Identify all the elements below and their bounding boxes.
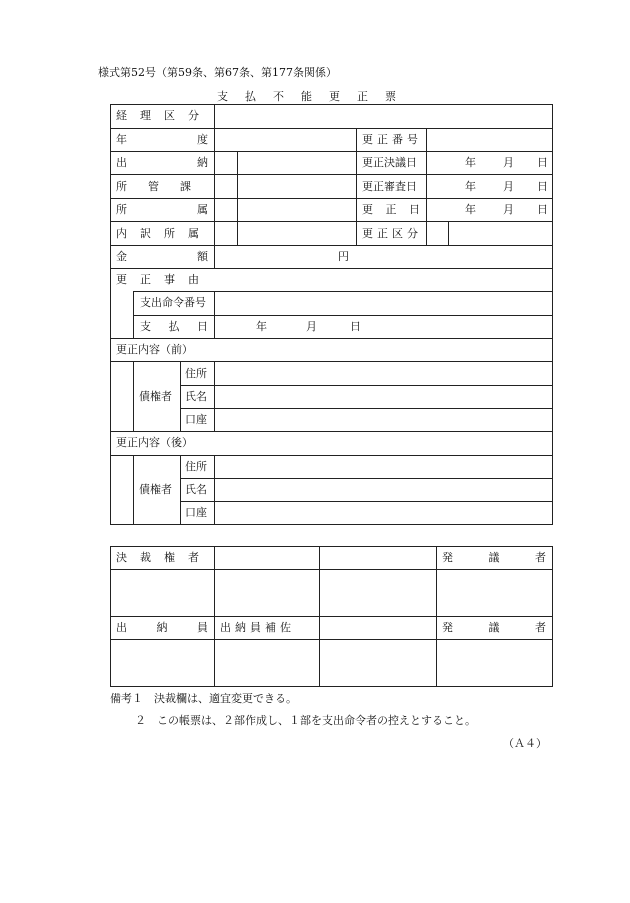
correction-month: 月 [503,203,514,216]
review-year: 年 [465,180,476,193]
label-payment-date: 支 払 日 [140,320,208,333]
amount-unit: 円 [338,250,349,263]
resolution-month: 月 [503,156,514,169]
correction-day: 日 [537,203,548,216]
resolution-day: 日 [537,156,548,169]
label-after: 更正内容（後） [116,436,193,449]
label-correction-resolution-date: 更正決議日 [362,156,417,169]
label-correction-reason: 更正事由 [116,273,212,286]
label-proposer-2: 発 議 者 [442,621,546,634]
label-correction-review-date: 更正審査日 [362,180,417,193]
label-approver: 決裁権者 [116,551,212,564]
label-accounting-class: 経理区分 [116,109,212,122]
resolution-year: 年 [465,156,476,169]
label-cashier: 出 納 員 [116,621,208,634]
correction-year: 年 [465,203,476,216]
label-payment-order-no: 支出命令番号 [140,296,206,309]
label-account-after: 口座 [185,506,207,519]
label-proposer: 発 議 者 [442,551,546,564]
note-1: 備考１ 決裁欄は、適宜変更できる。 [110,692,297,705]
note-2: ２ この帳票は、２部作成し、１部を支出命令者の控えとすること。 [135,714,476,727]
label-address-before: 住所 [185,367,207,380]
label-correction-date: 更 正 日 [362,203,420,216]
label-cashier-assistant: 出納員補佐 [220,621,295,634]
label-breakdown-affiliation: 内訳所属 [116,227,212,240]
label-name-before: 氏名 [185,390,207,403]
label-department: 所管課 [116,180,212,193]
payment-date-year: 年 [256,320,267,333]
label-before: 更正内容（前） [116,343,193,356]
paper-size: （Ａ４） [503,737,547,750]
label-account-before: 口座 [185,413,207,426]
payment-date-day: 日 [350,320,361,333]
label-disbursement: 出 納 [116,156,208,169]
label-creditor-before: 債権者 [139,390,172,403]
label-correction-class: 更正区分 [362,227,422,240]
review-month: 月 [503,180,514,193]
payment-date-month: 月 [306,320,317,333]
review-day: 日 [537,180,548,193]
page-title: 支払不能更正票 [217,90,413,103]
label-creditor-after: 債権者 [139,483,172,496]
label-fiscal-year: 年 度 [116,133,208,146]
label-amount: 金 額 [116,250,208,263]
form-number: 様式第52号（第59条、第67条、第177条関係） [98,66,337,79]
label-address-after: 住所 [185,460,207,473]
label-name-after: 氏名 [185,483,207,496]
label-correction-no: 更正番号 [362,133,422,146]
label-affiliation: 所 属 [116,203,208,216]
